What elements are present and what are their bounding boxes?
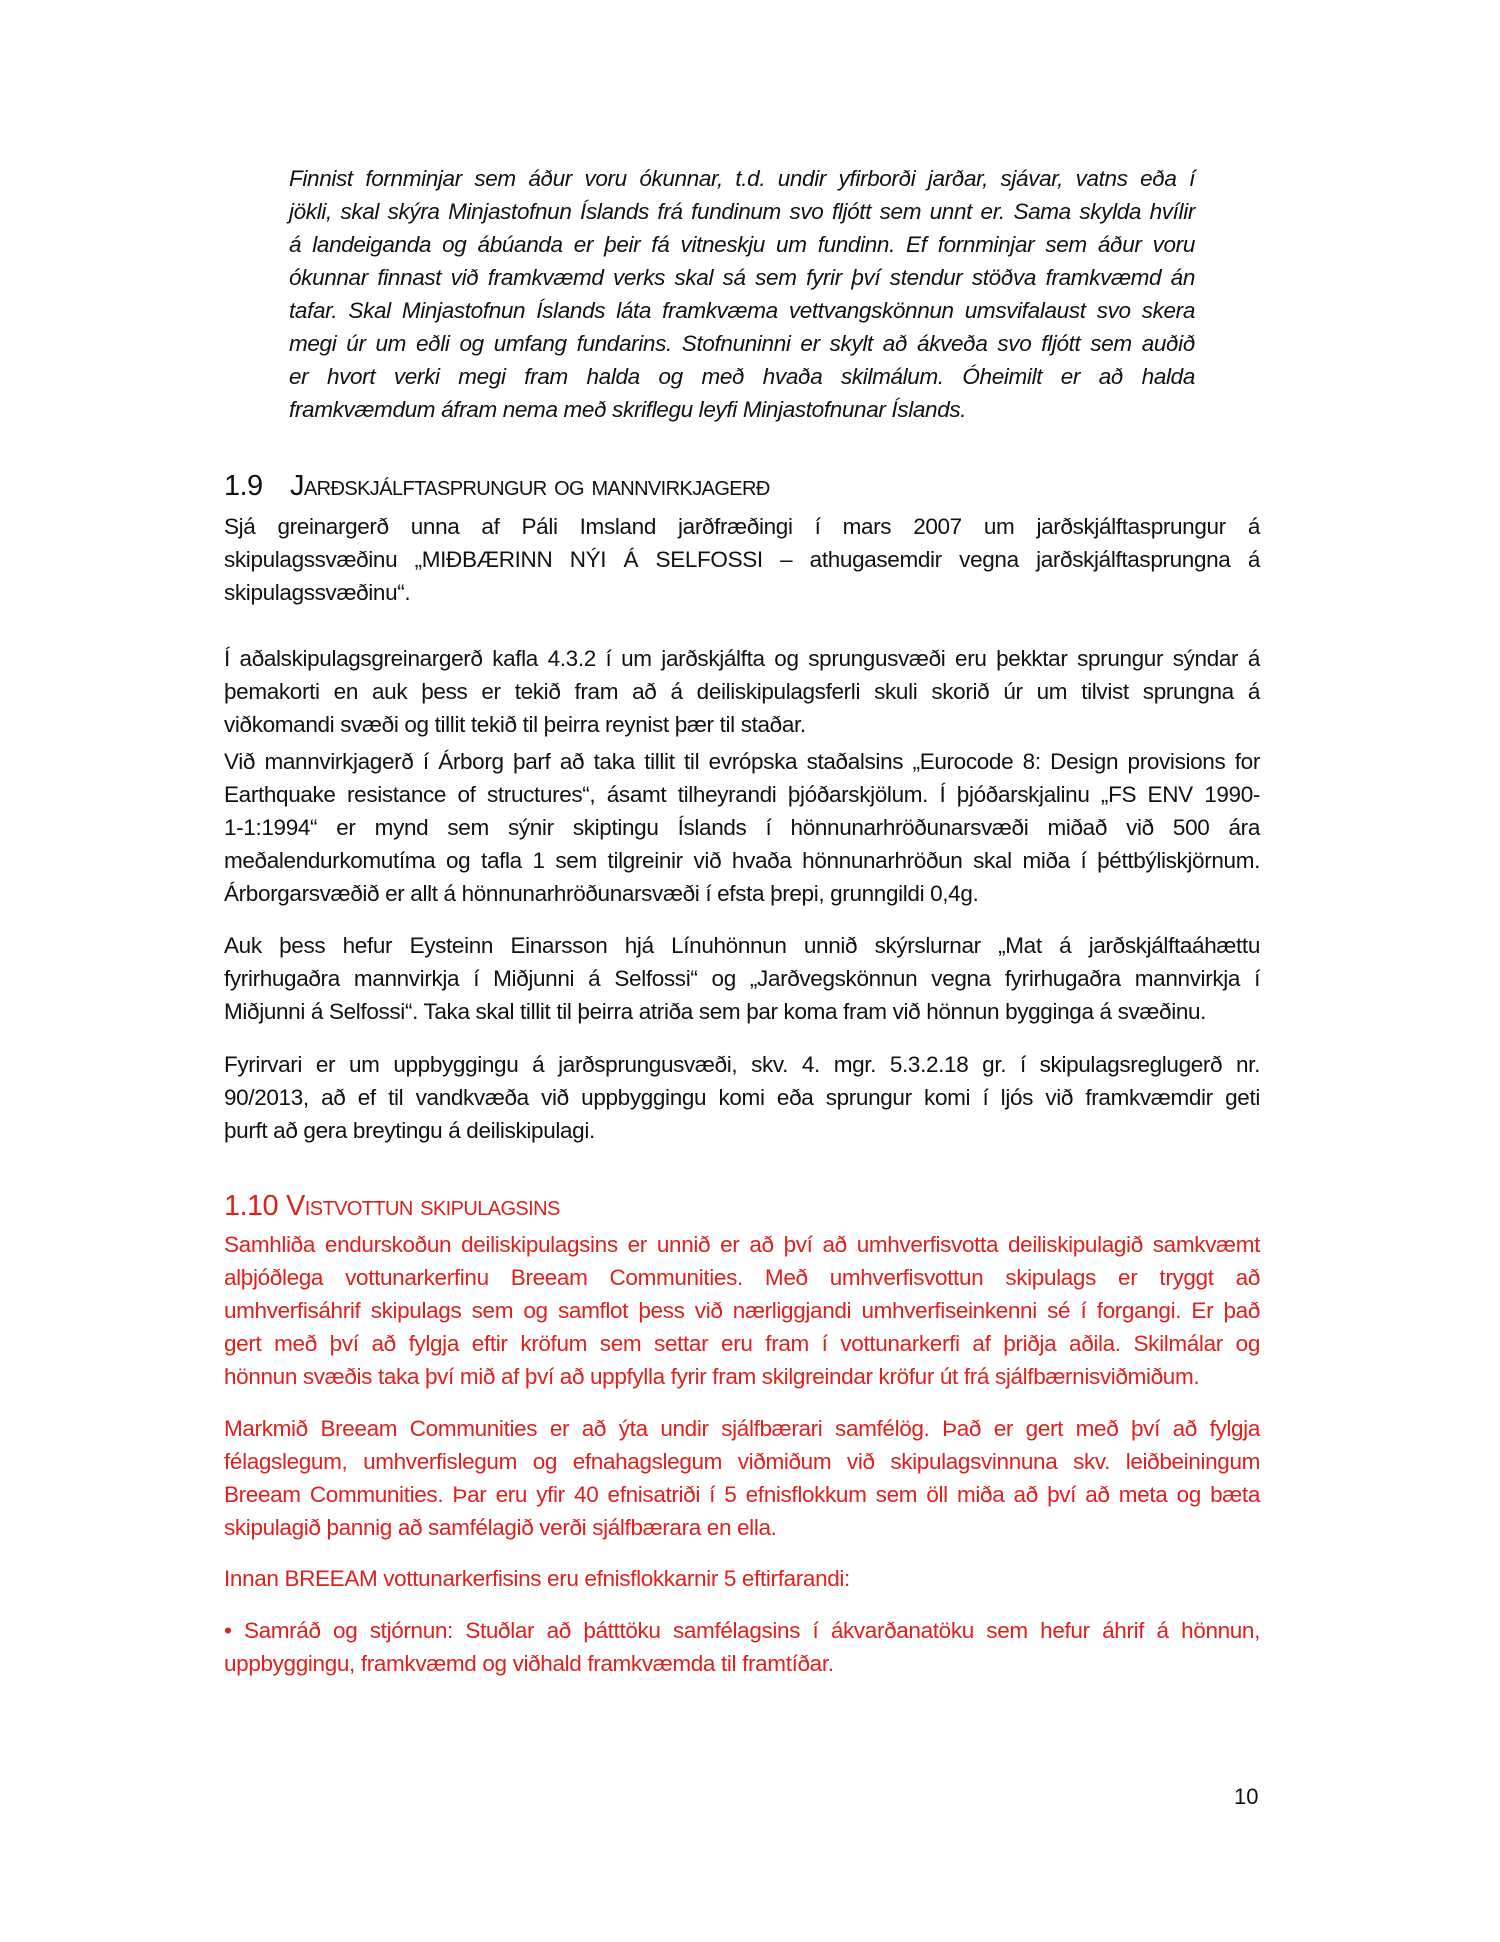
text-line: ókunnar finnast við framkvæmd verks skal sá sem fyrir því stendur stöðva framkvæmd án bbox=[289, 265, 1195, 290]
text-line: Árborgarsvæðið er allt á hönnunarhröðunarsvæði í efsta þrepi, grunngildi 0,4g. bbox=[224, 881, 979, 906]
text-line: þurft að gera breytingu á deiliskipulagi. bbox=[224, 1118, 595, 1143]
section-title: Vistvottun skipulagsins bbox=[286, 1190, 560, 1222]
page-number: 10 bbox=[1234, 1784, 1259, 1809]
paragraph bbox=[224, 1562, 1260, 1595]
text-line: gert með því að fylgja eftir kröfum sem settar eru fram í vottunarkerfi af þriðja aðila. Skilmálar og bbox=[224, 1331, 1260, 1356]
text-line: hönnun svæðis taka því mið af því að uppfylla fyrir fram skilgreindar kröfur út frá sjálfbærnisviðmiðum. bbox=[224, 1364, 1200, 1389]
text-line: skipulagssvæðinu“. bbox=[224, 580, 411, 605]
paragraph bbox=[224, 1228, 1260, 1393]
text-line: Samhliða endurskoðun deiliskipulagsins er unnið er að því að umhverfisvotta deiliskipulagið samkvæmt bbox=[224, 1232, 1260, 1257]
paragraph bbox=[224, 510, 1260, 609]
text-line: Innan BREEAM vottunarkerfisins eru efnisflokkarnir 5 eftirfarandi: bbox=[224, 1566, 850, 1591]
text-line: Auk þess hefur Eysteinn Einarsson hjá Línuhönnun unnið skýrslurnar „Mat á jarðskjálftaáhættu bbox=[224, 933, 1260, 958]
text-line: 1-1:1994“ er mynd sem sýnir skiptingu Íslands í hönnunarhröðunarsvæði miðað við 500 ára bbox=[224, 815, 1260, 840]
text-line: skipulagssvæðinu „MIÐBÆRINN NÝI Á SELFOSSI – athugasemdir vegna jarðskjálftasprungna á bbox=[224, 547, 1260, 572]
text-line: Finnist fornminjar sem áður voru ókunnar, t.d. undir yfirborði jarðar, sjávar, vatns eða í bbox=[289, 166, 1195, 191]
text-line: viðkomandi svæði og tillit tekið til þeirra reynist þær til staðar. bbox=[224, 712, 806, 737]
paragraph bbox=[224, 1048, 1260, 1147]
text-line: megi úr um eðli og umfang fundarins. Stofnuninni er skylt að ákveða svo fljótt sem auðið bbox=[289, 331, 1195, 356]
text-line: meðalendurkomutíma og tafla 1 sem tilgreinir við hvaða hönnunarhröðun skal miða í þéttbýliskjörnum. bbox=[224, 848, 1260, 873]
paragraph bbox=[224, 929, 1260, 1028]
text-line: alþjóðlega vottunarkerfinu Breeam Communities. Með umhverfisvottun skipulags er tryggt að bbox=[224, 1265, 1260, 1290]
text-line: er hvort verki megi fram halda og með hvaða skilmálum. Óheimilt er að halda bbox=[289, 364, 1195, 389]
text-line: Earthquake resistance of structures“, ásamt tilheyrandi þjóðarskjölum. Í þjóðarskjalinu „FS ENV 1990- bbox=[224, 782, 1260, 807]
section-heading-1-9 bbox=[224, 470, 770, 503]
text-line: þemakorti en auk þess er tekið fram að á deiliskipulagsferli skuli skorið úr um tilvist sprungna á bbox=[224, 679, 1260, 704]
section-title: Jarðskjálftasprungur og mannvirkjagerð bbox=[290, 470, 770, 502]
text-line: • Samráð og stjórnun: Stuðlar að þátttöku samfélagsins í ákvarðanatöku sem hefur áhrif á hönnun, bbox=[224, 1618, 1260, 1643]
text-line: jökli, skal skýra Minjastofnun Íslands frá fundinum svo fljótt sem unnt er. Sama skylda hvílir bbox=[289, 199, 1195, 224]
text-line: Markmið Breeam Communities er að ýta undir sjálfbærari samfélög. Það er gert með því að fylgja bbox=[224, 1416, 1260, 1441]
text-line: Fyrirvari er um uppbyggingu á jarðsprungusvæði, skv. 4. mgr. 5.3.2.18 gr. í skipulagsreglugerð nr. bbox=[224, 1052, 1260, 1077]
text-line: framkvæmdum áfram nema með skriflegu leyfi Minjastofnunar Íslands. bbox=[289, 397, 967, 422]
text-line: uppbyggingu, framkvæmd og viðhald framkvæmda til framtíðar. bbox=[224, 1651, 834, 1676]
text-line: 90/2013, að ef til vandkvæða við uppbyggingu komi eða sprungur komi í ljós við framkvæmdir geti bbox=[224, 1085, 1260, 1110]
paragraph bbox=[224, 745, 1260, 910]
text-line: Breeam Communities. Þar eru yfir 40 efnisatriði í 5 efnisflokkum sem öll miða að því að meta og bæta bbox=[224, 1482, 1260, 1507]
quote-block bbox=[289, 162, 1195, 426]
paragraph bbox=[224, 1412, 1260, 1544]
text-line: Við mannvirkjagerð í Árborg þarf að taka tillit til evrópska staðalsins „Eurocode 8: Design provisions for bbox=[224, 749, 1260, 774]
text-line: fyrirhugaðra mannvirkja í Miðjunni á Selfossi“ og „Jarðvegskönnun vegna fyrirhugaðra mannvirkja í bbox=[224, 966, 1260, 991]
text-line: Sjá greinargerð unna af Páli Imsland jarðfræðingi í mars 2007 um jarðskjálftasprungur á bbox=[224, 514, 1260, 539]
text-line: skipulagið þannig að samfélagið verði sjálfbærara en ella. bbox=[224, 1515, 777, 1540]
text-line: Miðjunni á Selfossi“. Taka skal tillit til þeirra atriða sem þar koma fram við hönnun bygginga á svæðinu. bbox=[224, 999, 1207, 1024]
paragraph bbox=[224, 642, 1260, 741]
paragraph bbox=[224, 1614, 1260, 1680]
text-line: félagslegum, umhverfislegum og efnahagslegum viðmiðum við skipulagsvinnuna skv. leiðbeiningum bbox=[224, 1449, 1260, 1474]
section-number: 1.10 bbox=[224, 1190, 279, 1222]
text-line: á landeiganda og ábúanda er þeir fá vitneskju um fundinn. Ef fornminjar sem áður voru bbox=[289, 232, 1195, 257]
text-line: Í aðalskipulagsgreinargerð kafla 4.3.2 í um jarðskjálfta og sprungusvæði eru þekktar sprungur sýndar á bbox=[224, 646, 1260, 671]
section-number: 1.9 bbox=[224, 470, 263, 502]
section-heading-1-10 bbox=[224, 1190, 560, 1223]
text-line: umhverfisáhrif skipulags sem og samflot þess við nærliggjandi umhverfiseinkenni sé í forgangi. Er það bbox=[224, 1298, 1260, 1323]
text-line: tafar. Skal Minjastofnun Íslands láta framkvæma vettvangskönnun umsvifalaust svo skera bbox=[289, 298, 1195, 323]
